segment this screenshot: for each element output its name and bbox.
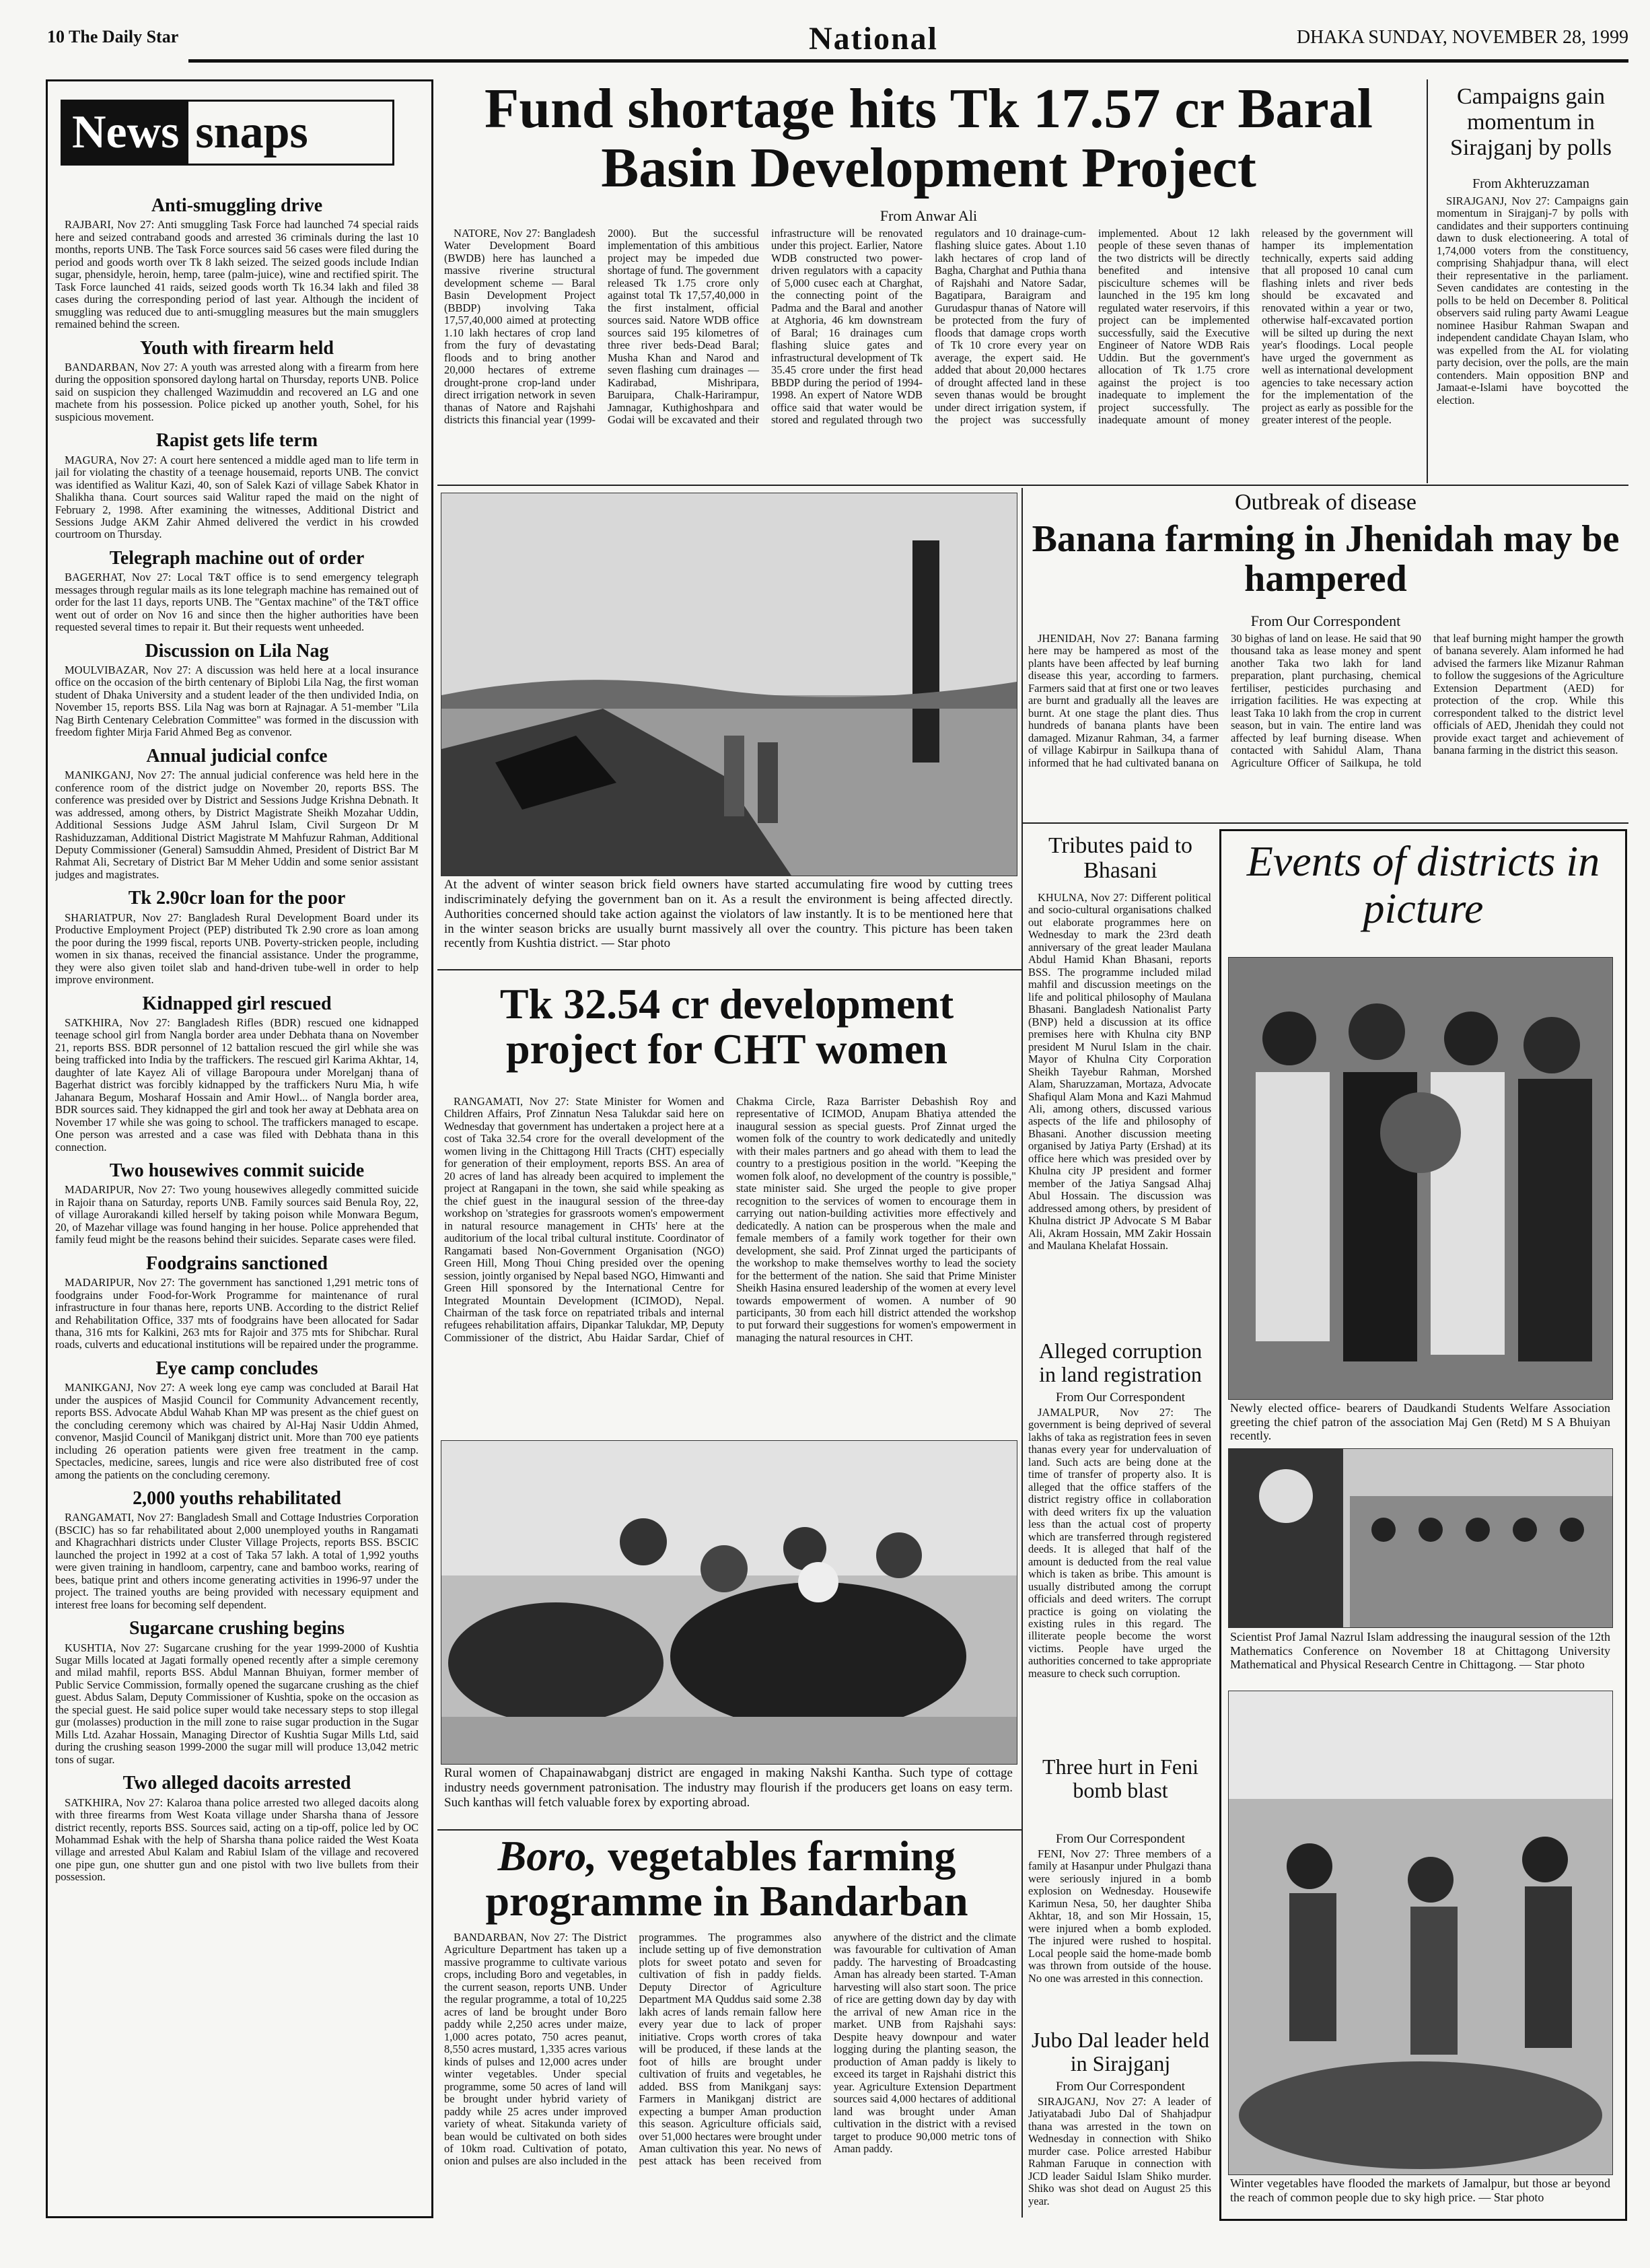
registration-headline: Alleged corruption in land registration xyxy=(1038,1339,1203,1387)
photo2-rule xyxy=(437,1829,1023,1831)
feni-body xyxy=(1028,1848,1211,2022)
newssnap-title: Rapist gets life term xyxy=(155,430,318,452)
newssnap-body: SATKHIRA, Nov 27: Bangladesh Rifles (BDR) rescued one kidnapped teenage school girl from Nangla border area under Debhata thana on November 21, reports BSS. BDR personnel of 12 battalion rescued the girl while she was being trafficked into India by the traffickers. The rescued girl Karima Akhtar, 14, daughter of late Kayez Ali of village Baropoura under Morelganj thana of Bagerhat district was forcibly kidnapped by the traffickers Nuru Mia, h wife Jahanara Begum, Mosharaf Hossain and Amir Howl... of Nangla border area, BDR sources said. They kidnapped the girl and took her away at Debhata area on November 17 while she was going to school. The traffickers managed to escape. One person was arrested and a case was filed with Debhata thana in this connection. xyxy=(55,1016,419,1154)
nakshi-kantha-photo xyxy=(441,1440,1017,1765)
newssnap-title: Two housewives commit suicide xyxy=(109,1160,365,1182)
campaign-body-text: SIRAJGANJ, Nov 27: Campaigns gain momentum in Sirajganj-7 by polls with candidates and their supporters continuing dawn to dusk electioneering. A total of 1,74,000 voters from the constituency, comprising Shahjadpur thana, will elect their representative in the parliament. Seven candidates are contesting in the polls to be held on December 8. Political observers said ruling party Awami League nominee Hasibur Rahman Swapan and independent candidate Chayan Islam, who was expelled from the AL for violating party decision, over the polls, are the main contenders. Main opposition BNP and Jamaat-e-Islami have boycotted the election. xyxy=(1437,195,1628,406)
dateline: DHAKA SUNDAY, NOVEMBER 28, 1999 xyxy=(1296,27,1628,48)
brickfield-photo xyxy=(441,493,1017,876)
registration-byline: From Our Correspondent xyxy=(1055,1390,1186,1405)
newssnap-body: RAJBARI, Nov 27: Anti smuggling Task Force had launched 74 special raids here and seized contraband goods and arrested 36 criminals during the last 10 months, reports UNB. The Task Force sources said 56 cases were filed during the period and goods worth over Tk 8 lakh seized. The seized goods include Indian sugar, phensidyle, heroin, hemp, taree (palm-juice), wine and rectified spirit. The Task Force launched 41 raids, seized goods worth Tk 16.34 lakh and filed 38 cases during the corresponding period of last year. Although the incident of smuggling was reduced due to anti-smuggling measures but the main smugglers remained behind the screen. xyxy=(55,218,419,331)
bhasani-body-text: KHULNA, Nov 27: Different political and socio-cultural organisations chalked out elaborate programmes here on Wednesday to mark the 23rd death anniversary of the great leader Maulana Abdul Hamid Khan Bhasani, reports BSS. The programme included milad mahfil and discussion meetings on the life and political philosophy of Maulana Bhasani. Bangladesh Nationalist Party (BNP) held a discussion at its office premises here with Khulna city BNP president M Nurul Islam in the chair. Mayor of Khulna City Corporation Sheikh Tayebur Rahman, Morshed Alam, Sharuzzaman, Mortaza, Advocate Shafiqul Alam Mona and Kazi Mahmud Ali, among others, discussed various aspects of the life and philosophy of Bhasani. Another discussion meeting organised by Jatiya Party (Ershad) at its office here which was presided over by Khulna city JP president and former member of the Jatiya Sangsad Alhaj Abul Hossain. The discussion was addressed among others, by president of Khulna district JP Advocate S M Babar Ali, Akram Hossain, MM Zakir Hossain and Maulana Khelafat Hossain. xyxy=(1028,892,1211,1252)
bhasani-body xyxy=(1028,892,1211,1322)
newssnap-title: Foodgrains sanctioned xyxy=(146,1252,328,1274)
events-headline: Events of districts in picture xyxy=(1246,837,1600,933)
jubodal-body-text: SIRAJGANJ, Nov 27: A leader of Jatiyatabadi Jubo Dal of Shahjadpur thana was arrested in the town on Wednesday in connection with Shiko murder case. Police arrested Habibur Rahman Faruque in connection with JCD leader Saidul Islam Shiko murder. Shiko was shot dead on August 25 this year. xyxy=(1028,2096,1211,2207)
newssnap-title: Kidnapped girl rescued xyxy=(142,993,332,1014)
boro-body xyxy=(444,1932,1016,2218)
registration-body-text: JAMALPUR, Nov 27: The government is being deprived of several lakhs of taka as registration fees in seven thanas every year for undervaluation of land. Such acts are being done at the time of transfer of property also. It is alleged that the office staffers of the district registry office in collaboration with deed writers fix up the valuation less than the actual cost of property which are transferred through registered deeds. It is alleged that half of the amount is deducted from the real value which is taken as bribe. This amount is usually distributed among the corrupt officials and deed writers. The corrupt practice is going on violating the existing rules in this regard. The illiterate people become the worst victims. People have urged the authorities concerned to take appropriate measure to check such corruption. xyxy=(1028,1407,1211,1680)
newssnap-body: BANDARBAN, Nov 27: A youth was arrested along with a firearm from here during the opposition sponsored daylong hartal on Thursday, reports UNB. Police said on suspicion they challenged Wazimuddin and recovered an LG and one machete from his possession. Police picked up another youth, Sohel, for his suspicious movement. xyxy=(55,360,419,423)
banana-byline: From Our Correspondent xyxy=(1250,612,1401,629)
events-photo-3 xyxy=(1228,1691,1613,2175)
newssnap-body: RANGAMATI, Nov 27: Bangladesh Small and Cottage Industries Corporation (BSCIC) has so far rehabilitated about 2,000 unemployed youths in Rangamati and Khagrachhari districts under Cluster Village Projects, reports BSS. BSCIC launched the project in 1992 at a cost of Taka 57 lakh. A total of 1,992 youths were given training in handloom, carpentry, cane and bamboo works, rearing of bees, batique print and others income generating activities in 1996-97 under the project. The trained youths are being provided with necessary equipment and interest free loans for becoming self dependent. xyxy=(55,1511,419,1611)
newssnap-body: KUSHTIA, Nov 27: Sugarcane crushing for the year 1999-2000 of Kushtia Sugar Mills located at Jagati formally opened recently after a simple ceremony and milad mahfil, reports BSS. Abdul Mannan Bhuiyan, former member of Public Service Commission, formally opened the sugarcane crushing as the chief guest. Abdus Salam, Deputy Commissioner of Kushtia, spoke on the occasion as the special guest. He said police super would take necessary steps to stop illegal gur (molasses) production in the mill zone to raise sugar production in the Sugar Mills Ltd. Azahar Hossain, Managing Director of Kushtia Sugar Mills Ltd, said during the crushing season 1999-2000 the sugar mill will produce 13,042 metric tons of sugar. xyxy=(55,1641,419,1766)
newssnaps-logo-a: News xyxy=(63,102,188,164)
newssnap-body: MADARIPUR, Nov 27: The government has sanctioned 1,291 metric tons of foodgrains under Food-for-Work Programme for maintenance of rural infrastructure in four thanas here, reports UNB. According to the district Relief and Rehabilitation Office, 337 mts of foodgrains have been allocated for Sadar thana, 316 mts for Kalkini, 263 mts for Rajoir and 375 mts for Shibchar. Rural roads, culverts and educational institutions will be repaired under the programme. xyxy=(55,1276,419,1351)
newssnap-body: SHARIATPUR, Nov 27: Bangladesh Rural Development Board under its Productive Employment Project (PEP) distributed Tk 2.90 crore as loan among the poor during the 1999 fiscal, reports UNB. Poverty-stricken people, including women in six thanas, received the financial assistance. Under the programme, they were also given toilet slab and hand-driven tube-well in order to help improve environment. xyxy=(55,911,419,987)
banana-body-text: JHENIDAH, Nov 27: Banana farming here may be hampered as most of the plants have been affected by leaf burning disease this year, according to farmers. Farmers said that at first one or two leaves are burnt and gradually all the leaves are burnt. At one stage the plant dies. Thus hundreds of banana plants have been damaged. Mizanur Rahman, 34, a farmer of village Kabirpur in Sailkupa thana of informed that he had cultivated banana on 30 bighas of land on lease. He said that 90 thousand taka as lease money and spent another Taka two lakh for land preparation, plant purchasing, chemical fertiliser, pesticides purchasing and irrigation facilities. He was expecting at least Taka 10 lakh from the crop in current season, but in vain. The entire land was affected by leaf burning disease. When contacted with Sahidul Alam, Thana Agriculture Officer of Sailkupa, he told that leaf burning might hamper the growth of banana severely. Alam informed he had advised the farmers like Mizanur Rahman to follow the suggesions of the Agriculture Extension Department (AED) for protection of the crop. While this correspondent talked to the district level officials of AED, Jhenidah they could not provide exact target and achievement of banana farming in the district this season. xyxy=(1028,633,1624,769)
newssnap-title: Tk 2.90cr loan for the poor xyxy=(128,888,346,909)
events-caption-3: Winter vegetables have flooded the markets of Jamalpur, but those ar beyond the reach of common people due to sky high price. — Star photo xyxy=(1230,2176,1610,2204)
newssnap-title: Annual judicial confce xyxy=(146,745,328,767)
cht-headline: Tk 32.54 cr development project for CHT women xyxy=(499,980,954,1073)
newssnaps-logo xyxy=(61,100,394,166)
cht-body-text: RANGAMATI, Nov 27: State Minister for Women and Children Affairs, Prof Zinnatun Nesa Talukdar said here on Wednesday that government has undertaken a project here at a cost of Taka 32.54 crore for the overall development of the women living in the Chittagong Hill Tracts (CHT) especially for generation of their employment, reports BSS. An area of 20 acres of land has already been acquired to implement the project at Rangapani in the town, she said while speaking as the chief guest in the inaugural session of the three-day workshop on 'strategies for grassroots women's empowerment in natural resource management in CHTs' here at the auditorium of the local tribal cultural institute. Coordinator of Rangamati based Non-Government Organisation (NGO) Green Hill, Mong Thoui Ching presided over the opening session, jointly organised by Nepal based NGO, Himwanti and Green Hill sponsored by the International Centre for Integrated Mountain Development (ICIMOD), Nepal. Chairman of the task force on repatriated tribals and internal refugees rehabilitation affairs, Dipankar Talukdar, MP, Deputy Commissioner of the district, Abu Haidar Sardar, Chief of Chakma Circle, Raza Barrister Debashish Roy and representative of ICIMOD, Anupam Bhatiya attended the inaugural session as special guests. Prof Zinnat urged the women folk of the country to work dedicatedly and unitedly with their males partners and go ahead with them to lead the country to a prestigious position in the world. "Keeping the women folk aloof, no development of the country is possible," state minister said. She urged the people to give proper recognition to the services of women to encourage them in carrying out nation-building activities more effectively and dedicatedly. A nation can be prosperous when the male and female members of a family work together for their own development, she said. Prof Zinnat urged the participants of the workshop to make themselves worthy to lead the society for the betterment of the nation. She said that Prime Minister Sheikh Hasina ensured leadership of the women at every level towards empowerment of women. A number of 90 participants, 30 from each hill district attended the workshop to put forward their suggestions for women's empowerment in managing the natural resources in CHT. xyxy=(444,1096,1016,1344)
feni-byline: From Our Correspondent xyxy=(1055,1832,1186,1846)
newssnap-body: MOULVIBAZAR, Nov 27: A discussion was held here at a local insurance office on the occasion of the birth centenary of Biplobi Lila Nag, the first woman student of Dhaka University and a student leader of the then undivided India, on November 15, reports BSS. Lila Nag was born at Rajnagar. A 51-member "Lila Nag Birth Centenary Celebration Committee" was formed in the discussion with freedom fighter Mirja Farid Ahmed Beg as convenor. xyxy=(55,663,419,739)
banana-body xyxy=(1028,633,1624,814)
masthead xyxy=(27,21,1628,57)
boro-headline xyxy=(437,1833,1016,1923)
campaign-body xyxy=(1437,195,1628,478)
newssnap-body: MAGURA, Nov 27: A court here sentenced a middle aged man to life term in jail for violating the chastity of a teenage housemaid, reports UNB. The convict was identified as Walitur Kazi, 40, son of Salek Kazi of village Sabek Khator in Shalikha thana. Court sources said Walitur raped the maid on the night of February 2, 1998. After examining the witnesses, Additional District and Sessions Judge AKM Zahir Ahmed delivered the verdict in his crowded courtroom on Thursday. xyxy=(55,453,419,541)
nakshi-kantha-caption: Rural women of Chapainawabganj district are engaged in making Nakshi Kantha. Such type of cottage industry needs government patronisation. The industry may flourish if the producers get loans on easy term. Such kanthas will fetch valuable forex by exporting abroad. xyxy=(444,1766,1013,1810)
newssnap-body: MANIKGANJ, Nov 27: The annual judicial conference was held here in the conference room of the district judge on November 20, reports BSS. The conference was presided over by District and Sessions Judge Krishna Debnath. It was addressed, among others, by District Magistrate Sheikh Mozahar Uddin, Additional Sessions Judge ASM Jahrul Islam, Civil Surgeon Dr M Rashiduzzaman, Additional District Magistrate M Mahfuzur Rahman, Additional Deputy Commissioner (General) Samsuddin Ahmed, President of District Bar M Rahmat Ali, Secretary of District Bar M Meher Uddin and some senior assistant judges and magistrates. xyxy=(55,769,419,881)
newssnap-title: Telegraph machine out of order xyxy=(109,547,365,569)
campaign-divider xyxy=(1427,79,1428,483)
events-photo-2 xyxy=(1228,1448,1613,1628)
newssnap-title: 2,000 youths rehabilitated xyxy=(133,1488,341,1510)
lead-body-text: NATORE, Nov 27: Bangladesh Water Development Board (BWDB) here has launched a massive riverine structural development scheme — Baral Basin Development Project (BBDP) involving Taka 17,57,40,000 aimed at protecting 1.10 lakh hectares of crop land from the fury of devastating floods and to bring another 20,000 hectares of extreme drought-prone crop-land under direct irrigation network in seven thanas of Natore and Rajshahi districts this financial year (1999-2000). But the successful implementation of this ambitious project may be impeded due shortage of fund. The government released Tk 1.75 crore only against total Tk 17,57,40,000 in the first instalment, official sources said. Natore WDB office sources said 195 kilometres of three river beds-Dead Baral; Musha Khan and Narod and seven flashing cum drainages — Kadirabad, Mishripara, Baruipara, Chalk-Harirampur, Jamnagar, Kuthighoshpara and Godai will be excavated and their infrastructure will be renovated under this project. Earlier, Natore WDB constructed two power-driven regulators with a capacity of 5,000 cusec each at Charghat, the connecting point of the Padma and the Baral and another at Atghoria, 46 km downstream of Baral; 16 drainages cum flashing sluice gates and infrastructural development of Tk 35.45 crore under the first head BBDP during the period of 1994-1998. An expert of Natore WDB office said that water would be stored and regulated through two regulators and 10 drainage-cum-flashing sluice gates. About 1.10 lakh hectares of crop land of Bagha, Charghat and Puthia thana of Rajshahi and Natore Sadar, Bagatipara, Baraigram and Gurudaspur thanas of Natore will be protected from the fury of floods that damage crops worth of Tk 10 crore every year on average, the expert said. He added that about 20,000 hectares of drought affected land in these seven thanas would be brought under direct irrigation system, if the project was successfully implemented. About 12 lakh people of these seven thanas of the two districts will be directly benefited and intensive pisciculture schemes will be launched in the 195 km long regulated water reservoirs, if this project can be implemented successfully, said the Executive Engineer of Natore WDB Rais Uddin. But the government's allocation of Tk 1.75 crore against the project is too inadequate to implement the project successfully. The inadequate amount of money released by the government will hamper its implementation technically, experts said adding that all proposed 10 canal cum flashing inlets and river beds should be excavated and renovated within a year or two, otherwise half-excavated portion will be silted up during the next year's floodings. Local people have urged the government as well as international development agencies to take necessary action for the implementation of the project as early as possible for the greater interest of the people. xyxy=(444,227,1413,427)
events-caption-1: Newly elected office- bearers of Daudkandi Students Welfare Association greeting the chief patron of the association Maj Gen (Retd) M S A Bhuiyan recently. xyxy=(1230,1401,1610,1443)
newssnap-title: Youth with firearm held xyxy=(139,337,334,359)
feni-body-text: FENI, Nov 27: Three members of a family at Hasanpur under Phulgazi thana were seriously injured in a bomb explosion on Wednesday. Housewife Karimun Nesa, 50, her daughter Shiba Akhtar, 18, and son Mir Hossain, 15, were injured when a bomb exploded. The injured were rushed to hospital. Local people said the home-made bomb was thrown from outside of the house. No one was arrested in this connection. xyxy=(1028,1848,1211,1985)
newssnap-title: Eye camp concludes xyxy=(155,1357,318,1379)
newssnap-title: Sugarcane crushing begins xyxy=(129,1618,345,1639)
jubodal-byline: From Our Correspondent xyxy=(1055,2080,1186,2094)
banana-headline: Banana farming in Jhenidah may be hampered xyxy=(1032,518,1620,600)
lead-byline: From Anwar Ali xyxy=(880,207,978,224)
lead-body xyxy=(444,227,1413,479)
bhasani-headline: Tributes paid to Bhasani xyxy=(1048,833,1193,884)
newssnap-title: Two alleged dacoits arrested xyxy=(122,1773,351,1794)
brickfield-caption: At the advent of winter season brick field owners have started accumulating fire wood by cutting trees indiscriminately defying the government ban on it. As a result the environment is being affected directly. Authorities concerned should take action against the violators of law instantly. It is to be mentioned here that in the winter season bricks are usually burnt massively all over the country. This picture has been taken recently from Kushtia district. — Star photo xyxy=(444,878,1013,951)
newssnap-body: MADARIPUR, Nov 27: Two young housewives allegedly committed suicide in Rajoir thana on Saturday, reports UNB. Family sources said Benula Roy, 22, of village Aurorakandi killed herself by taking poison while Monwara Begum, 20, of Mazehar village was found hanging in her house. Police apprehended that family feud might be the reasons behind their suicides. Separate cases were filed. xyxy=(55,1183,419,1246)
lead-rule xyxy=(437,485,1628,486)
lead-headline: Fund shortage hits Tk 17.57 cr Baral Basin Development Project xyxy=(484,77,1373,200)
boro-headline-italic: Boro, xyxy=(497,1832,598,1880)
middle-divider xyxy=(1021,488,1023,2218)
newssnap-title: Discussion on Lila Nag xyxy=(145,640,329,662)
newssnap-body: SATKHIRA, Nov 27: Kalaroa thana police arrested two alleged dacoits along with three firearms from West Koata village under Sharsha thana of Jessore district recently, reports BSS. Sources said, acting on a tip-off, police led by OC Mohammad Eshak with the help of Sharsha thana police raided the West Koata village and arrested Abul Kalam and Rabiul Islam of the village and recovered one pipe gun, one shutter gun and one pistol with two live bullets from their possession. xyxy=(55,1796,419,1884)
events-caption-2: Scientist Prof Jamal Nazrul Islam addressing the inaugural session of the 12th Mathematics Conference on November 18 at Chittagong University Mathematical and Physical Research Centre in Chittagong. — Star photo xyxy=(1230,1630,1610,1672)
banana-kicker: Outbreak of disease xyxy=(1234,490,1416,515)
boro-headline-rest: vegetables farming programme in Bandarban xyxy=(485,1832,968,1925)
campaign-byline: From Akhteruzzaman xyxy=(1472,176,1589,191)
newssnap-title: Anti-smuggling drive xyxy=(151,195,323,216)
page-number-paper: 10 The Daily Star xyxy=(47,27,179,46)
boro-body-text: BANDARBAN, Nov 27: The District Agriculture Department has taken up a massive programme to cultivate various crops, including Boro and vegetables, in the current season, reports UNB. Under the regular programme, a total of 10,225 acres of land be brought under Boro paddy while 2,250 acres under maize, 1,000 acres potato, 750 acres peanut, 8,550 acres mustard, 1,335 acres various kinds of pulses and 12,000 acres under winter vegetables. Under special programme, some 50 acres of land will be brought under hybrid variety of paddy while 25 acres under improved variety of wheat. Sitakunda variety of bean would be cultivated on both sides of 10km road. Cultivation of potato, onion and pulses are also included in the programmes. The programmes also include setting up of five demonstration plots for sweet potato and seven for cultivation of fish in paddy fields. Deputy Director of Agriculture Department MA Quddus said some 2.38 lakh acres of lands remain fallow here every year due to lack of proper initiative. Crops worth crores of taka will be produced, if these lands at the foot of hills are brought under cultivation of fruits and vegetables, he added. BSS from Manikganj says: Farmers in Manikganj district are expecting a bumper Aman production this season. Agriculture officials said, over 51,000 hectares were brought under Aman cultivation this year. No news of pest attack has been received from anywhere of the district and the climate was favourable for cultivation of Aman paddy. The harvesting of Broadcasting Aman has already been started. T-Aman harvesting will also start soon. The price of rice are getting down day by day with the arrival of new Aman rice in the market. UNB from Rajshahi says: Despite heavy downpour and water logging during the planting season, the production of Aman paddy is likely to exceed its target in Rajshahi district this year. Agriculture Extension Department sources said 4,000 hectares of additional land was brought under Aman cultivation in the district with a revised target to produce 90,000 metric tons of Aman paddy. xyxy=(444,1932,1016,2168)
newssnaps-logo-b: snaps xyxy=(195,106,308,158)
feni-headline: Three hurt in Feni bomb blast xyxy=(1042,1755,1198,1803)
newssnaps-list xyxy=(55,188,419,2207)
newssnap-body: MANIKGANJ, Nov 27: A week long eye camp was concluded at Barail Hat under the auspices of Masjid Council for Community Advancement recently, reports BSS. Advocate Abdul Wahab Khan MP was present as the chief guest on the concluding ceremony which was chaired by Al-Haj Nasir Uddin Ahmed, convenor, Masjid Council of Manikganj district unit. More than 700 eye patients including 26 operation patients were given free treatment in the camp. Spectacles, medicine, sarees, lungis and rice were also distributed free of cost among the patients on the concluding ceremony. xyxy=(55,1381,419,1481)
cht-body xyxy=(444,1096,1016,1439)
jubodal-body xyxy=(1028,2096,1211,2217)
events-photo-1 xyxy=(1228,957,1613,1400)
campaign-headline: Campaigns gain momentum in Sirajganj by polls xyxy=(1450,84,1612,161)
jubodal-headline: Jubo Dal leader held in Sirajganj xyxy=(1032,2028,1209,2076)
newssnap-body: BAGERHAT, Nov 27: Local T&T office is to send emergency telegraph messages through regular mails as its lone telegraph machine has remained out of order for the last 11 days, reports UNB. The "Gentax machine" of the T&T office went out of order on Nov 16 and since then the higher authorities have been requested several times to repair it. But their requests went unheeded. xyxy=(55,571,419,634)
registration-body xyxy=(1028,1407,1211,1750)
masthead-rule xyxy=(188,59,1628,63)
photo1-rule xyxy=(437,969,1023,970)
banana-rule xyxy=(1023,822,1628,824)
section-title: National xyxy=(801,20,946,57)
